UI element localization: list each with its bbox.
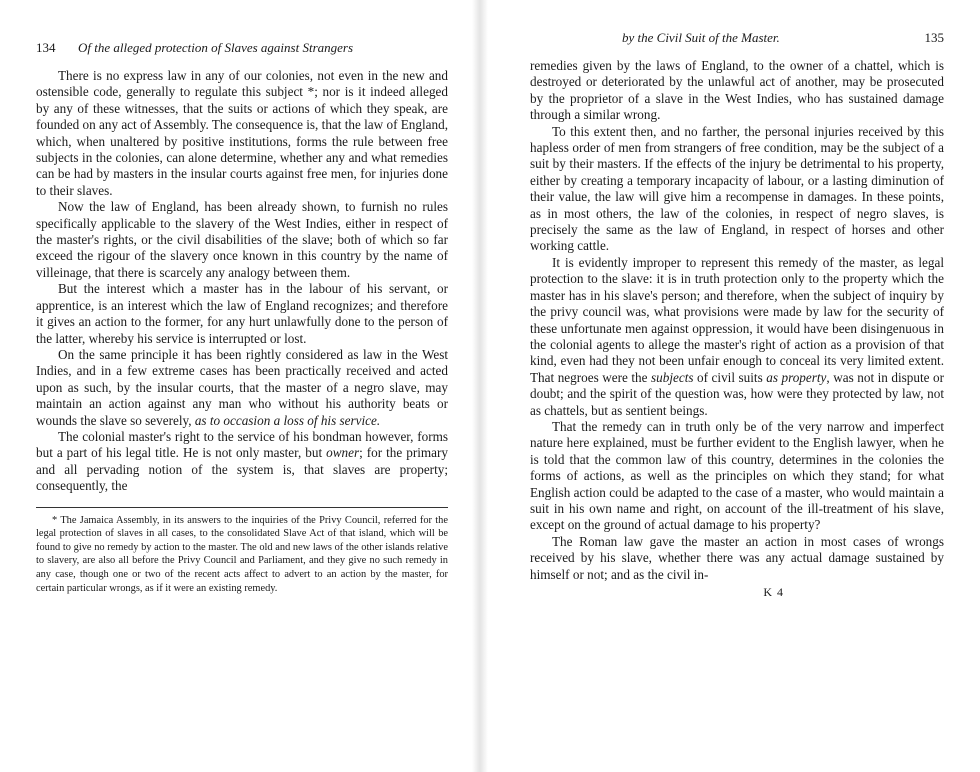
right-paragraph-5: The Roman law gave the master an action in most cases of wrongs received by his slave, whether there was any actual damage sustained by himself or not; and as the civil in- [530,533,944,582]
left-page [0,0,470,772]
left-running-title: Of the alleged protection of Slaves against Strangers [78,40,354,55]
signature-mark: K 4 [763,585,784,599]
right-paragraph-2: To this extent then, and no farther, the personal injuries received by this hapless order of men from strangers of free condition, may be the subject of a suit by their masters. If the effects of the injury be detrimental to his property, either by creating a temporary incapacity of labour, or a lasting diminution of their value, the law will give him a recompense in damages. In these points, as in most others, the law of the colonies, in respect of negro slaves, is precisely the same as the law of England, in respect of horses and other working cattle. [530,123,944,254]
left-paragraph-5: The colonial master's right to the service of his bondman however, forms but a part of his legal title. He is not only master, but owner; for the primary and all pervading notion of the system is, that slaves are property; consequently, the [36,428,448,494]
footnote-divider [36,507,448,508]
right-paragraph-3: It is evidently improper to represent this remedy of the master, as legal protection to the slave: it is in truth protection only to the property which the master has in his slave's person; and therefore, when the subject of inquiry by the privy council was, what provisions were made by law for the security of these unfortunate men against oppression, it would have been disingenuous in the colonial agents to allege the master's right of action as a provision of that kind, even had they not been unfair enough to conceal its very limited extent. That negroes were the subjects of civil suits as property, was not in dispute or doubt; and the spirit of the question was, how were they protected by law, not as chattels, but as sentient beings. [530,254,945,418]
left-paragraph-1: There is no express law in any of our colonies, not even in the new and ostensible code, generally to regulate this subject *; nor is it indeed alleged by any of these witnesses, that the suits or actions of which they speak, are founded on any act of Assembly. The consequence is, that the law of England, which, when unaltered by positive institutions, forms the rule between free subjects in the colonies, can alone determine, whether any and what remedies can be had by masters in the insular courts against free men, for injuries done to their slaves. [36,68,448,198]
left-paragraph-2: Now the law of England, has been already shown, to furnish no rules specifically applicable to the slavery of the West Indies, either in respect of the master's rights, or the civil disabilities of the slave; both of which so far exceed the rigour of the slavery once known in this country by the name of villeinage, that there is scarcely any analogy between them. [36,199,448,280]
left-page-number: 134 [36,40,56,55]
right-running-title: by the Civil Suit of the Master. [622,30,780,45]
book-gutter [472,0,488,772]
left-paragraph-4: On the same principle it has been rightly considered as law in the West Indies, and in a few extreme cases has been practically received and acted upon as such, by the insular courts, that the master of a negro slave, may maintain an action against any man who without his authority beats or wounds the slave so severely, as to occasion a loss of his service. [36,346,448,428]
right-page-number: 135 [924,30,944,45]
right-paragraph-4: That the remedy can in truth only be of the very narrow and imperfect nature here explained, must be further evident to the English lawyer, when he is told that the common law of this country, determines in the colonies the forms of actions, as well as the principles on which they stand; for what English action could be adapted to the case of a master, who would maintain a suit in his own name and right, on account of the ill-treatment of his slave, except on the ground of actual damage to his property? [530,418,944,533]
right-page [490,0,980,772]
footnote: * The Jamaica Assembly, in its answers to the inquiries of the Privy Council, referred for the legal protection of slaves in all cases, to the consolidated Slave Act of that island, which will be found to give no remedy by action to the master. The old and new laws of the other islands relative to slavery, are also all before the Privy Council and Parliament, and they give no such remedy in any case, though one or two of the recent acts affect to advert to an action by the master, for certain particular wrongs, as if it were an existing remedy. [36,514,448,594]
left-paragraph-3: But the interest which a master has in the labour of his servant, or apprentice, is an interest which the law of England recognizes; and therefore it gives an action to the former, for any hurt unlawfully done to the person of the latter, whereby his service is interrupted or lost. [36,281,448,346]
right-paragraph-1: remedies given by the laws of England, to the owner of a chattel, which is destroyed or deteriorated by the unlawful act of another, may be prosecuted by the proprietor of a slave in the West Indies, who has sustained damage through a similar wrong. [530,58,944,123]
left-page-header [36,40,448,62]
right-page-header [530,30,944,52]
